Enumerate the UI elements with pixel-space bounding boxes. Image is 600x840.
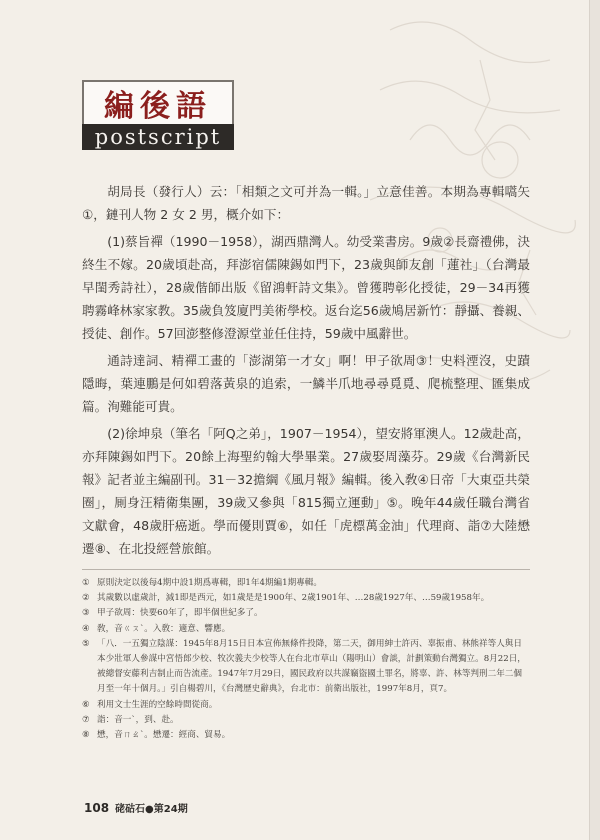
page-subtitle: postscript xyxy=(94,125,222,149)
footnote-text: 甲子欲周：快要60年了，即半個世紀多了。 xyxy=(97,608,263,619)
title-subtitle-bar xyxy=(82,124,234,150)
footnote-number: ② xyxy=(82,593,90,604)
footnote-number: ④ xyxy=(82,623,90,634)
footnote-text: 原則決定以後每4期中設1期爲專輯，即1年4期編1期專輯。 xyxy=(97,578,322,588)
footnote-number: ⑥ xyxy=(82,699,90,710)
footnote-number: ⑦ xyxy=(82,714,90,725)
footnote xyxy=(82,728,530,743)
footnote-divider xyxy=(82,569,530,570)
footnote-text: 「八．一五獨立陰謀：1945年8月15日日本宣佈無條件投降，第二天，御用紳士許丙、辜振甫、林熊祥等人與日本少壯軍人參謀中宮悟郎少校、牧次義夫少校等人在台北市草山（陽明山）會談，計劃策動台灣獨立。8月22日，被總督安藤利吉制止而告流產。1947年7月29日，國民政府以共謀竊盜國土罪名，將辜、許、林等判刑二年二個月至一年十個月。」引自楊碧川，《台灣歷史辭典》，台北市：前衛出版社，1997年8月，頁7。 xyxy=(97,638,526,695)
footnote xyxy=(82,622,530,637)
footnote-text: 敎，音ㄍㄡˋ。入敎：適意、響應。 xyxy=(97,623,231,634)
footnote xyxy=(82,576,530,591)
publication-title: 硓𥑮石●第24期 xyxy=(115,804,188,815)
paragraph: (1)蔡旨禪（1990－1958），湖西鼎灣人。幼受業書房。9歲②長齋禮佛，決終生不嫁。20歲頃赴高，拜澎宿儒陳錫如門下，23歲與師友創「蓮社」（台灣最早閨秀詩社），28歲偕師出版《留鴻軒詩文集》。曾獲聘彰化授徒，29－34再獲聘霧峰林家家教。35歲負笈廈門美術學校。返台迄56歲鳩居新竹：靜攝、養親、授徒、創作。57回澎整修澄源堂並任住持，59歲中風辭世。 xyxy=(82,234,530,341)
footnote-text: 懋，音ㄇㄠˋ。懋遷：經商、貿易。 xyxy=(97,730,231,741)
footnote-number: ⑤ xyxy=(82,638,90,649)
footnote-number: ① xyxy=(82,578,90,588)
paragraph: 通詩達詞、精禪工畫的「澎湖第一才女」啊！甲子欲周③！史料湮沒，史蹟隱晦，葉連鵬是何如碧落黃泉的追索，一鱗半爪地尋尋覓覓、爬梳整理、匯集成篇。洵難能可貴。 xyxy=(82,353,530,414)
page-title: 編後語 xyxy=(104,89,212,124)
footnote xyxy=(82,637,530,698)
footnote xyxy=(82,713,530,728)
footnote xyxy=(82,606,530,621)
paragraph: 胡局長（發行人）云：「相類之文可并為一輯。」立意佳善。本期為專輯嚆矢①，鏈刊人物 2 女 2 男，概介如下： xyxy=(82,184,530,222)
footnote-number: ③ xyxy=(82,608,90,619)
page-edge-strip xyxy=(589,0,600,840)
footnote-text: 其歲數以虛歲計，減1即是西元，如1歲是是1900年、2歲1901年、…28歲1927年、…59歲1958年。 xyxy=(97,593,490,604)
footnote xyxy=(82,591,530,606)
paragraph: (2)徐坤泉（筆名「阿Q之弟」，1907－1954），望安將軍澳人。12歲赴高，亦拜陳錫如門下。20餘上海聖約翰大學畢業。27歲娶周藻芬。29歲《台灣新民報》記者並主編副刊。31－32擔綱《風月報》編輯。後入敎④日帝「大東亞共榮圈」，厠身汪精衛集團，39歲又參與「815獨立運動」⑤。晚年44歲任職台灣省文獻會，48歲肝癌逝。學而優則賈⑥，如任「虎標萬金油」代理商、詣⑦大陸懋遷⑧、在北投經營旅館。 xyxy=(82,426,530,556)
footnote xyxy=(82,698,530,713)
title-box xyxy=(82,80,234,126)
footnote-number: ⑧ xyxy=(82,730,90,741)
page-number: 108 xyxy=(84,801,110,815)
article-body xyxy=(82,180,530,564)
page-footer xyxy=(84,800,188,815)
footnote-text: 利用文士生涯的空餘時間從商。 xyxy=(97,699,218,710)
footnote-text: 詣：音一ˋ，到、赴。 xyxy=(97,714,179,725)
footnotes xyxy=(82,576,530,743)
